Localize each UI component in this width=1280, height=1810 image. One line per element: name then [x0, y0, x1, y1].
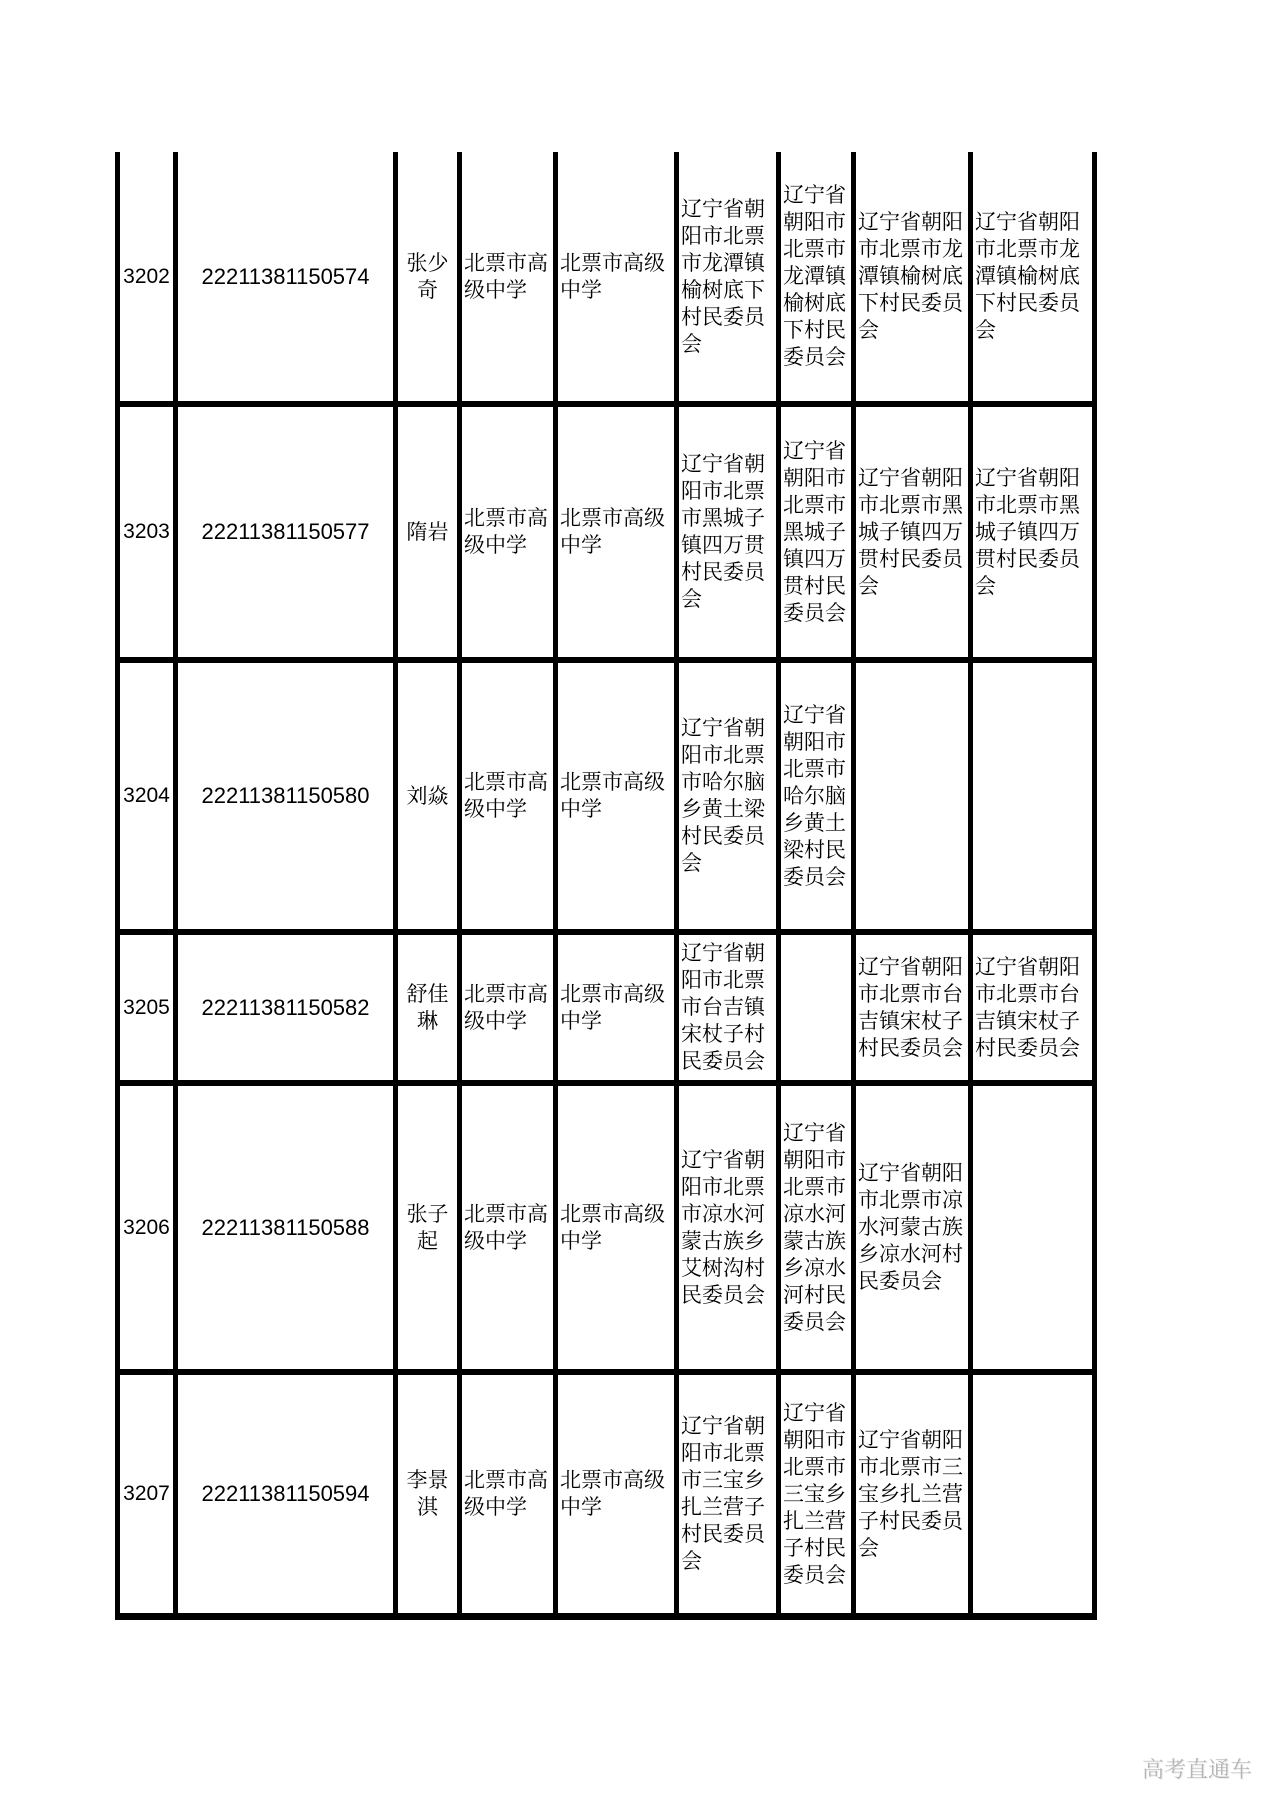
address-cell: 辽宁省朝阳市北票市龙潭镇榆树底下村民委员会	[781, 152, 851, 401]
school-cell: 北票市高级中学	[462, 407, 553, 657]
school-cell: 北票市高级中学	[558, 1086, 674, 1369]
school-cell: 北票市高级中学	[462, 1086, 553, 1369]
address-cell: 辽宁省朝阳市北票市黑城子镇四万贯村民委员会	[781, 407, 851, 657]
student-table	[115, 152, 1097, 1620]
school-cell: 北票市高级中学	[558, 663, 674, 929]
table-row	[120, 407, 1092, 657]
table-row	[120, 1375, 1092, 1613]
exam-id-cell: 22211381150577	[178, 407, 393, 657]
school-cell: 北票市高级中学	[462, 935, 553, 1080]
school-cell: 北票市高级中学	[558, 935, 674, 1080]
serial-cell: 3205	[120, 935, 173, 1080]
address-cell: 辽宁省朝阳市北票市台吉镇宋杖子村民委员会	[856, 935, 968, 1080]
serial-cell: 3202	[120, 152, 173, 401]
address-cell: 辽宁省朝阳市北票市哈尔脑乡黄土梁村民委员会	[679, 663, 776, 929]
address-cell: 辽宁省朝阳市北票市三宝乡扎兰营子村民委员会	[856, 1375, 968, 1613]
address-cell	[973, 1375, 1092, 1613]
school-cell: 北票市高级中学	[558, 407, 674, 657]
exam-id-cell: 22211381150588	[178, 1086, 393, 1369]
address-cell	[781, 935, 851, 1080]
name-cell: 李景淇	[398, 1375, 457, 1613]
address-cell: 辽宁省朝阳市北票市黑城子镇四万贯村民委员会	[856, 407, 968, 657]
address-cell: 辽宁省朝阳市北票市龙潭镇榆树底下村民委员会	[973, 152, 1092, 401]
address-cell	[973, 1086, 1092, 1369]
address-cell: 辽宁省朝阳市北票市凉水河蒙古族乡凉水河村民委员会	[781, 1086, 851, 1369]
table-row	[120, 1086, 1092, 1369]
address-cell: 辽宁省朝阳市北票市台吉镇宋杖子村民委员会	[973, 935, 1092, 1080]
address-cell: 辽宁省朝阳市北票市黑城子镇四万贯村民委员会	[679, 407, 776, 657]
name-cell: 隋岩	[398, 407, 457, 657]
exam-id-cell: 22211381150574	[178, 152, 393, 401]
address-cell: 辽宁省朝阳市北票市哈尔脑乡黄土梁村民委员会	[781, 663, 851, 929]
table-row	[120, 935, 1092, 1080]
name-cell: 张子起	[398, 1086, 457, 1369]
address-cell	[856, 663, 968, 929]
name-cell: 刘焱	[398, 663, 457, 929]
exam-id-cell: 22211381150580	[178, 663, 393, 929]
school-cell: 北票市高级中学	[462, 663, 553, 929]
serial-cell: 3206	[120, 1086, 173, 1369]
serial-cell: 3204	[120, 663, 173, 929]
address-cell: 辽宁省朝阳市北票市台吉镇宋杖子村民委员会	[679, 935, 776, 1080]
address-cell: 辽宁省朝阳市北票市三宝乡扎兰营子村民委员会	[679, 1375, 776, 1613]
address-cell: 辽宁省朝阳市北票市龙潭镇榆树底下村民委员会	[679, 152, 776, 401]
address-cell: 辽宁省朝阳市北票市黑城子镇四万贯村民委员会	[973, 407, 1092, 657]
address-cell	[973, 663, 1092, 929]
serial-cell: 3203	[120, 407, 173, 657]
name-cell: 张少奇	[398, 152, 457, 401]
table-row	[120, 152, 1092, 401]
table-row	[120, 663, 1092, 929]
school-cell: 北票市高级中学	[462, 152, 553, 401]
school-cell: 北票市高级中学	[462, 1375, 553, 1613]
address-cell: 辽宁省朝阳市北票市凉水河蒙古族乡艾树沟村民委员会	[679, 1086, 776, 1369]
watermark: 高考直通车	[1142, 1757, 1253, 1782]
school-cell: 北票市高级中学	[558, 1375, 674, 1613]
exam-id-cell: 22211381150594	[178, 1375, 393, 1613]
school-cell: 北票市高级中学	[558, 152, 674, 401]
name-cell: 舒佳琳	[398, 935, 457, 1080]
serial-cell: 3207	[120, 1375, 173, 1613]
address-cell: 辽宁省朝阳市北票市三宝乡扎兰营子村民委员会	[781, 1375, 851, 1613]
exam-id-cell: 22211381150582	[178, 935, 393, 1080]
address-cell: 辽宁省朝阳市北票市龙潭镇榆树底下村民委员会	[856, 152, 968, 401]
address-cell: 辽宁省朝阳市北票市凉水河蒙古族乡凉水河村民委员会	[856, 1086, 968, 1369]
